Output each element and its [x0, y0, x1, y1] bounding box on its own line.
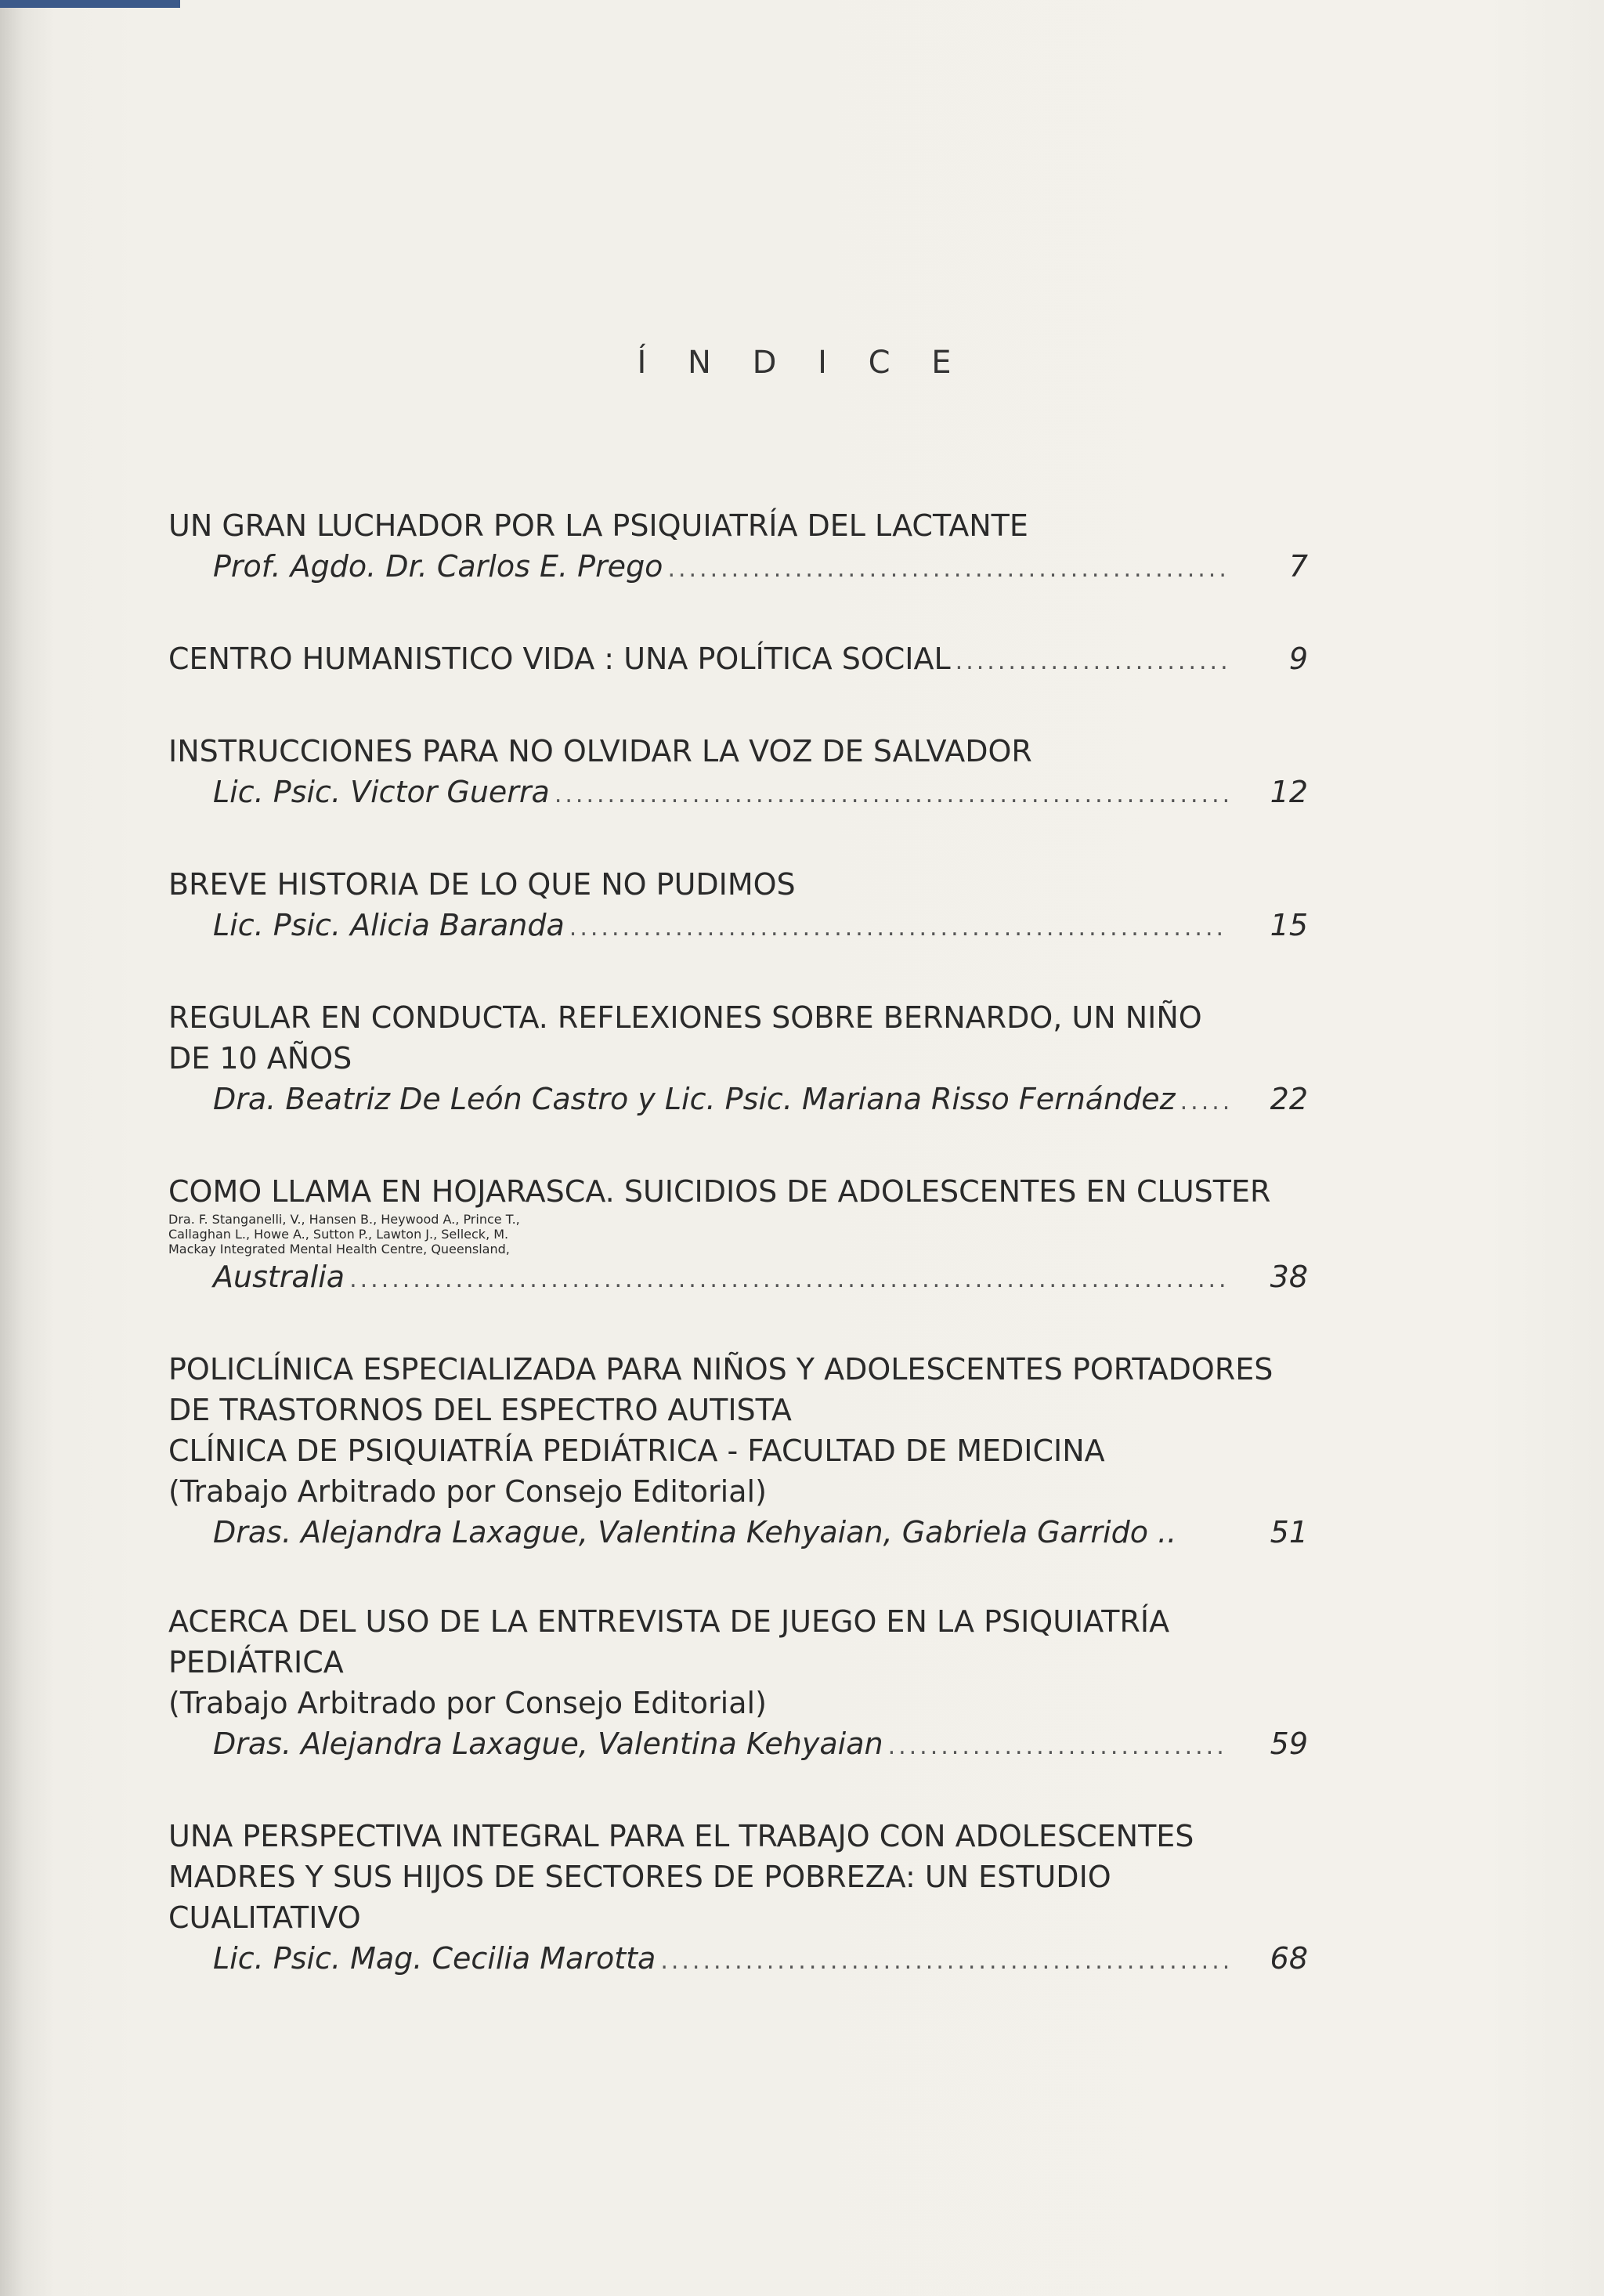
dot-leader — [1180, 1082, 1229, 1123]
page-number: 68 — [1270, 1941, 1308, 1976]
page-number: 9 — [1288, 642, 1308, 676]
toc-authors-line — [168, 1938, 1308, 1982]
page-number: 15 — [1270, 908, 1308, 942]
toc-authors: Lic. Psic. Mag. Cecilia Marotta — [213, 1941, 656, 1976]
toc-authors: Callaghan L., Howe A., Sutton P., Lawton J., Selleck, M. — [168, 1227, 509, 1242]
toc-authors-line — [168, 1079, 1308, 1123]
toc-authors: Lic. Psic. Victor Guerra — [213, 775, 550, 809]
toc-heading: MADRES Y SUS HIJOS DE SECTORES DE POBREZA: UN ESTUDIO — [168, 1860, 1111, 1894]
dot-leader — [888, 1727, 1229, 1767]
toc-authors: Lic. Psic. Alicia Baranda — [213, 908, 565, 942]
toc-authors-line — [168, 1512, 1308, 1553]
dot-leader — [349, 1260, 1229, 1300]
dot-leader — [569, 908, 1229, 949]
dot-leader — [667, 549, 1229, 590]
page-number: 7 — [1288, 549, 1308, 584]
page-number: 59 — [1270, 1727, 1308, 1761]
toc-authors: Dra. Beatriz De León Castro y Lic. Psic. Mariana Risso Fernández — [213, 1082, 1176, 1116]
toc-heading-line — [168, 638, 1308, 682]
toc-heading: CENTRO HUMANISTICO VIDA : UNA POLÍTICA SOCIAL — [168, 642, 951, 676]
page-title: Í N D I C E — [637, 345, 967, 381]
toc-entry — [168, 731, 1308, 815]
toc-authors-line — [168, 1256, 1308, 1300]
table-of-contents — [168, 505, 1308, 2030]
toc-entry — [168, 1171, 1308, 1300]
toc-heading: (Trabajo Arbitrado por Consejo Editorial) — [168, 1686, 767, 1720]
toc-heading: BREVE HISTORIA DE LO QUE NO PUDIMOS — [168, 867, 796, 902]
toc-heading: CUALITATIVO — [168, 1900, 361, 1935]
page-number: 51 — [1270, 1515, 1308, 1549]
toc-heading: PEDIÁTRICA — [168, 1645, 344, 1680]
toc-entry — [168, 1601, 1308, 1767]
toc-heading: DE TRASTORNOS DEL ESPECTRO AUTISTA — [168, 1393, 792, 1427]
page-number: 38 — [1270, 1260, 1308, 1294]
toc-entry — [168, 638, 1308, 682]
toc-authors: Dras. Alejandra Laxague, Valentina Kehyaian, Gabriela Garrido .. — [213, 1515, 1177, 1549]
toc-heading: CLÍNICA DE PSIQUIATRÍA PEDIÁTRICA - FACULTAD DE MEDICINA — [168, 1434, 1105, 1468]
page-number: 22 — [1270, 1082, 1308, 1116]
toc-entry — [168, 864, 1308, 949]
toc-entry — [168, 505, 1308, 590]
toc-authors: Mackay Integrated Mental Health Centre, Queensland, — [168, 1242, 510, 1256]
toc-heading: UN GRAN LUCHADOR POR LA PSIQUIATRÍA DEL LACTANTE — [168, 508, 1028, 543]
toc-heading: (Trabajo Arbitrado por Consejo Editorial) — [168, 1474, 767, 1509]
toc-authors-line — [168, 1723, 1308, 1767]
toc-authors: Prof. Agdo. Dr. Carlos E. Prego — [213, 549, 663, 584]
toc-authors: Dra. F. Stanganelli, V., Hansen B., Heywood A., Prince T., — [168, 1212, 520, 1227]
toc-authors: Dras. Alejandra Laxague, Valentina Kehyaian — [213, 1727, 883, 1761]
page-edge-strip — [0, 0, 180, 8]
toc-heading: UNA PERSPECTIVA INTEGRAL PARA EL TRABAJO CON ADOLESCENTES — [168, 1819, 1194, 1853]
toc-heading: REGULAR EN CONDUCTA. REFLEXIONES SOBRE BERNARDO, UN NIÑO — [168, 1000, 1202, 1035]
toc-authors: Australia — [213, 1260, 345, 1294]
toc-entry — [168, 997, 1308, 1123]
dot-leader — [956, 642, 1229, 682]
toc-heading: ACERCA DEL USO DE LA ENTREVISTA DE JUEGO EN LA PSIQUIATRÍA — [168, 1604, 1170, 1639]
toc-heading: DE 10 AÑOS — [168, 1041, 352, 1076]
page-number: 12 — [1270, 775, 1308, 809]
toc-authors-line — [168, 905, 1308, 949]
toc-heading: POLICLÍNICA ESPECIALIZADA PARA NIÑOS Y ADOLESCENTES PORTADORES — [168, 1352, 1273, 1387]
dot-leader — [555, 775, 1229, 815]
toc-heading: COMO LLAMA EN HOJARASCA. SUICIDIOS DE ADOLESCENTES EN CLUSTER — [168, 1174, 1271, 1209]
toc-authors-line — [168, 772, 1308, 815]
toc-entry — [168, 1349, 1308, 1553]
toc-entry — [168, 1816, 1308, 1982]
toc-authors-line — [168, 546, 1308, 590]
toc-heading: INSTRUCCIONES PARA NO OLVIDAR LA VOZ DE SALVADOR — [168, 734, 1032, 768]
dot-leader — [660, 1941, 1229, 1982]
